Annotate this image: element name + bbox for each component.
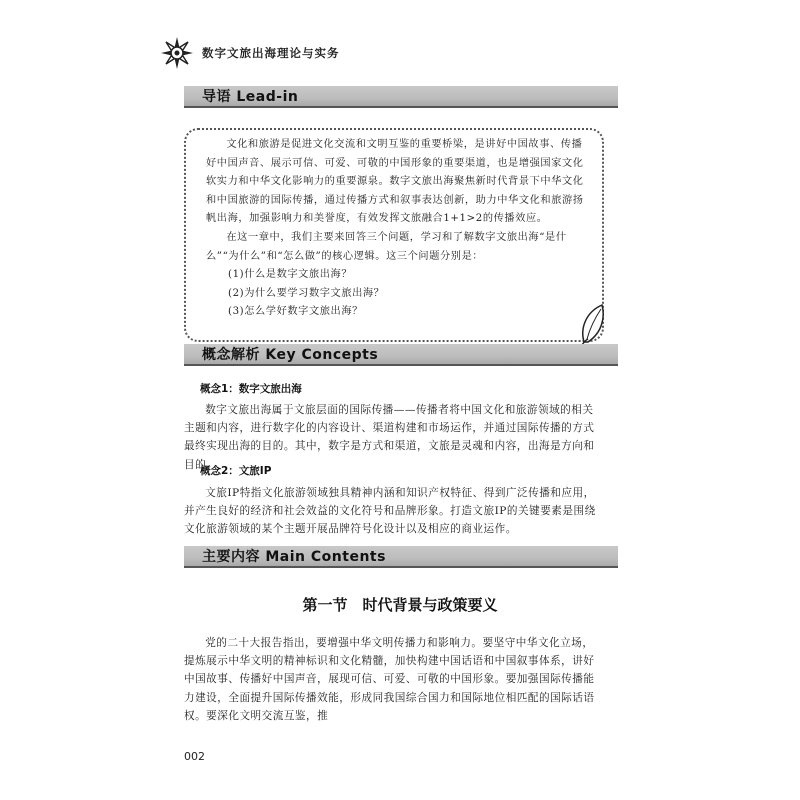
page-number: 002 <box>184 750 205 763</box>
running-title: 数字文旅出海理论与实务 <box>202 46 340 60</box>
lead-in-text <box>206 136 592 322</box>
concept-2-text: 文旅IP特指文化旅游领域独具精神内涵和知识产权特征、得到广泛传播和应用，并产生良好的经济和社会效益的文化符号和品牌形象。打造文旅IP的关键要素是围绕文化旅游领域的某个主题开展品牌符号化设计以及相应的商业运作。 <box>184 487 596 536</box>
running-header <box>160 36 340 70</box>
lead-in-question-3: (3)怎么学好数字文旅出海？ <box>228 306 363 318</box>
section-bar-key-concepts <box>184 344 618 366</box>
compass-star-icon <box>160 36 194 70</box>
main-contents-paragraph: 党的二十大报告指出，要增强中华文明传播力和影响力。要坚守中华文化立场，提炼展示中华文明的精神标识和文化精髓，加快构建中国话语和中国叙事体系，讲好中国故事、传播好中国声音，展现可信、可爱、可敬的中国形象。要加强国际传播能力建设，全面提升国际传播效能，形成同我国综合国力和国际地位相匹配的国际话语权。要深化文明交流互鉴，推 <box>184 637 595 722</box>
section-bar-label: 概念解析 Key Concepts <box>202 347 379 363</box>
lead-in-paragraph-2: 在这一章中，我们主要来回答三个问题，学习和了解数字文旅出海“是什么”“为什么”和“怎么做”的核心逻辑。这三个问题分别是： <box>206 231 567 262</box>
lead-in-paragraph-1: 文化和旅游是促进文化交流和文明互鉴的重要桥梁，是讲好中国故事、传播好中国声音、展示可信、可爱、可敬的中国形象的重要渠道，也是增强国家文化软实力和中华文化影响力的重要源泉。数字文旅出海聚焦新时代背景下中华文化和中国旅游的国际传播，通过传播方式和叙事表达创新，助力中华文化和旅游扬帆出海，加强影响力和美誉度，有效发挥文旅融合1+1>2的传播效应。 <box>206 139 584 225</box>
concept-1-title: 概念1：数字文旅出海 <box>200 383 302 395</box>
lead-in-question-1: (1)什么是数字文旅出海？ <box>228 269 353 281</box>
section-bar-lead-in <box>184 86 618 108</box>
lead-in-question-2: (2)为什么要学习数字文旅出海？ <box>228 287 385 299</box>
section-bar-label: 主要内容 Main Contents <box>202 549 386 565</box>
section-bar-label: 导语 Lead-in <box>202 89 299 105</box>
section-title: 第一节 时代背景与政策要义 <box>302 596 498 614</box>
concept-2-title: 概念2：文旅IP <box>200 465 272 477</box>
leaf-icon <box>578 302 608 346</box>
lead-in-box <box>184 128 604 342</box>
concept-1-text: 数字文旅出海属于文旅层面的国际传播——传播者将中国文化和旅游领域的相关主题和内容，进行数字化的内容设计、渠道构建和市场运作，并通过国际传播的方式最终实现出海的目的。其中，数字是方式和渠道，文旅是灵魂和内容，出海是方向和目的。 <box>184 404 595 471</box>
section-bar-main-contents <box>184 546 618 568</box>
